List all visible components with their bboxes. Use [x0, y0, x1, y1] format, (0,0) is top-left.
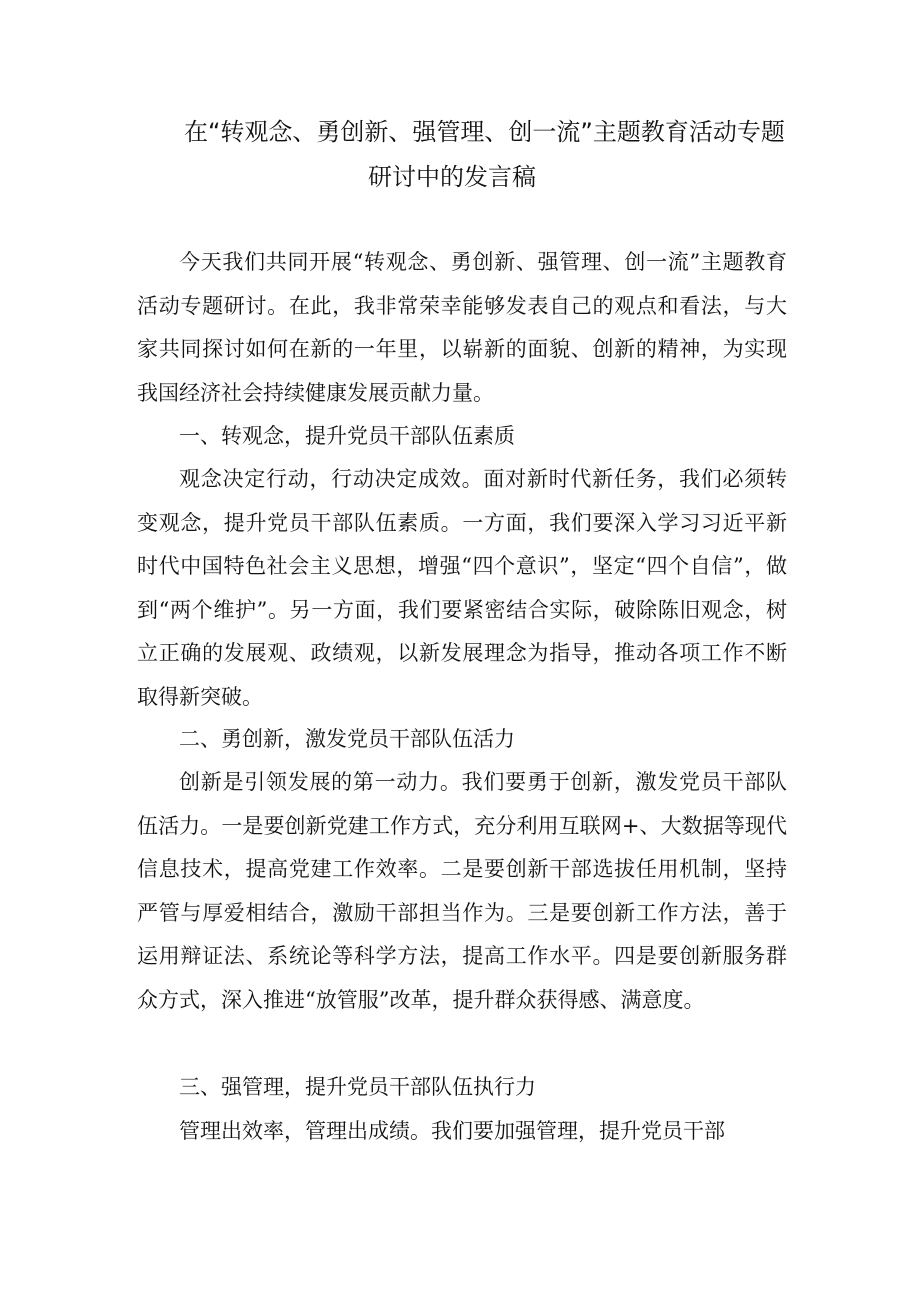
section-3-paragraph: 管理出效率，管理出成绩。我们要加强管理，提升党员干部 [179, 1119, 725, 1143]
intro-paragraph: 今天我们共同开展“转观念、勇创新、强管理、创一流”主题教育活动专题研讨。在此，我非常荣幸能够发表自己的观点和看法，与大家共同探讨如何在新的一年里，以崭新的面貌、创新的精神，为实现我国经济社会持续健康发展贡献力量。 [137, 250, 787, 405]
section-3-heading: 三、强管理，提升党员干部队伍执行力 [179, 1075, 536, 1099]
document-title-line-2: 研讨中的发言稿 [368, 163, 536, 191]
document-title-line-1: 在“转观念、勇创新、强管理、创一流”主题教育活动专题 [184, 118, 785, 146]
section-1-heading: 一、转观念，提升党员干部队伍素质 [179, 424, 515, 448]
section-2-heading: 二、勇创新，激发党员干部队伍活力 [179, 727, 515, 751]
section-1-paragraph: 观念决定行动，行动决定成效。面对新时代新任务，我们必须转变观念，提升党员干部队伍素质。一方面，我们要深入学习习近平新时代中国特色社会主义思想，增强“四个意识”，坚定“四个自信”，做到“两个维护”。另一方面，我们要紧密结合实际，破除陈旧观念，树立正确的发展观、政绩观，以新发展理念为指导，推动各项工作不断取得新突破。 [137, 467, 787, 709]
section-2-paragraph: 创新是引领发展的第一动力。我们要勇于创新，激发党员干部队伍活力。一是要创新党建工作方式，充分利用互联网+、大数据等现代信息技术，提高党建工作效率。二是要创新干部选拔任用机制，坚持严管与厚爱相结合，激励干部担当作为。三是要创新工作方法，善于运用辩证法、系统论等科学方法，提高工作水平。四是要创新服务群众方式，深入推进“放管服”改革，提升群众获得感、满意度。 [137, 770, 787, 1012]
